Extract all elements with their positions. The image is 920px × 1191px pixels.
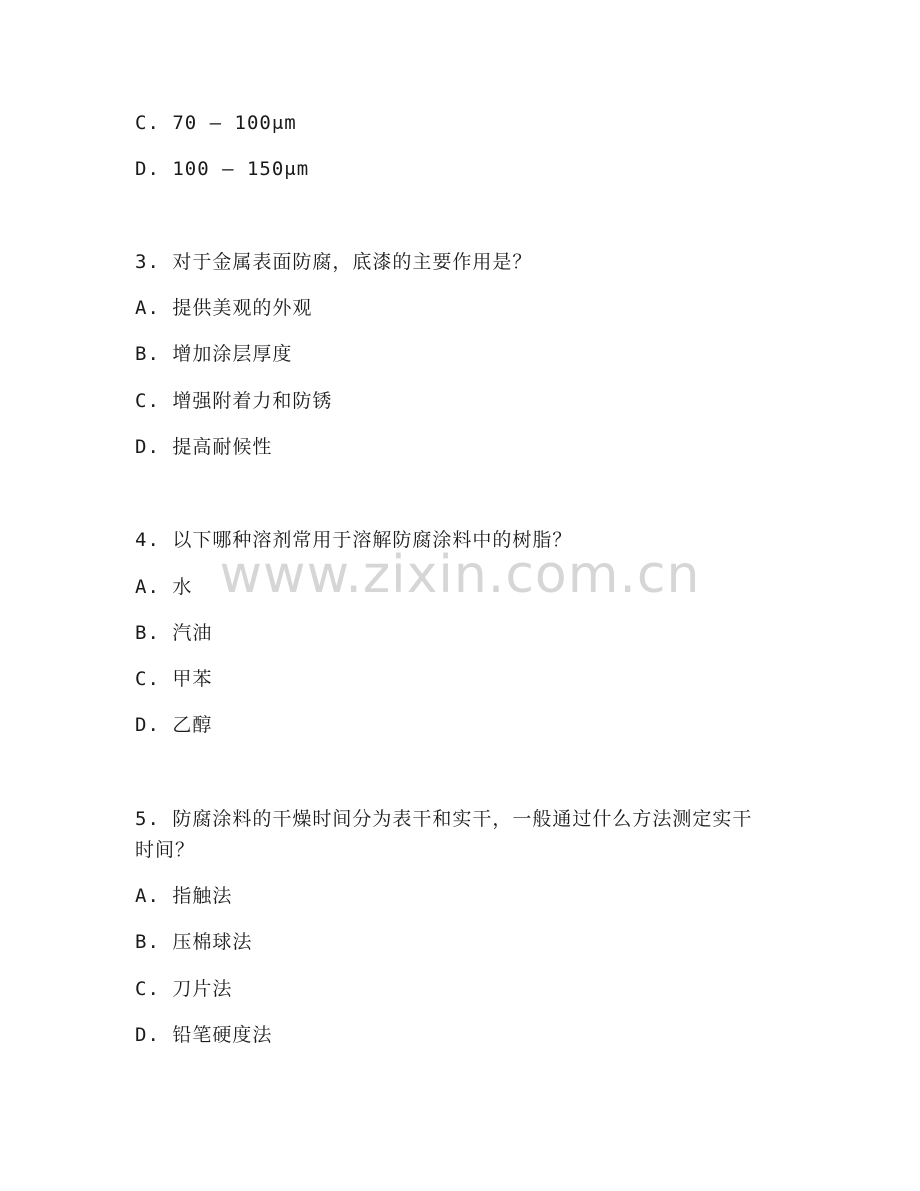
q2-option-c: C. 70 – 100μm — [135, 112, 297, 134]
q5-option-b: B. 压棉球法 — [135, 931, 253, 953]
q4-question: 4. 以下哪种溶剂常用于溶解防腐涂料中的树脂？ — [135, 529, 573, 551]
q3-option-c: C. 增强附着力和防锈 — [135, 390, 333, 412]
q3-option-b: B. 增加涂层厚度 — [135, 343, 293, 365]
q5-option-d: D. 铅笔硬度法 — [135, 1024, 273, 1046]
q2-option-d: D. 100 – 150μm — [135, 158, 310, 180]
q4-option-d: D. 乙醇 — [135, 714, 213, 736]
watermark: www.zixin.com.cn — [219, 545, 701, 605]
q4-option-c: C. 甲苯 — [135, 668, 213, 690]
q4-option-b: B. 汽油 — [135, 622, 213, 644]
q5-option-c: C. 刀片法 — [135, 978, 233, 1000]
q3-option-d: D. 提高耐候性 — [135, 436, 273, 458]
q5-question-line-1: 5. 防腐涂料的干燥时间分为表干和实干，一般通过什么方法测定实干 — [135, 808, 753, 830]
q3-option-a: A. 提供美观的外观 — [135, 297, 313, 319]
q5-question-line-2: 时间？ — [135, 839, 196, 861]
q3-question: 3. 对于金属表面防腐，底漆的主要作用是？ — [135, 251, 533, 273]
q4-option-a: A. 水 — [135, 576, 193, 598]
q5-option-a: A. 指触法 — [135, 885, 233, 907]
